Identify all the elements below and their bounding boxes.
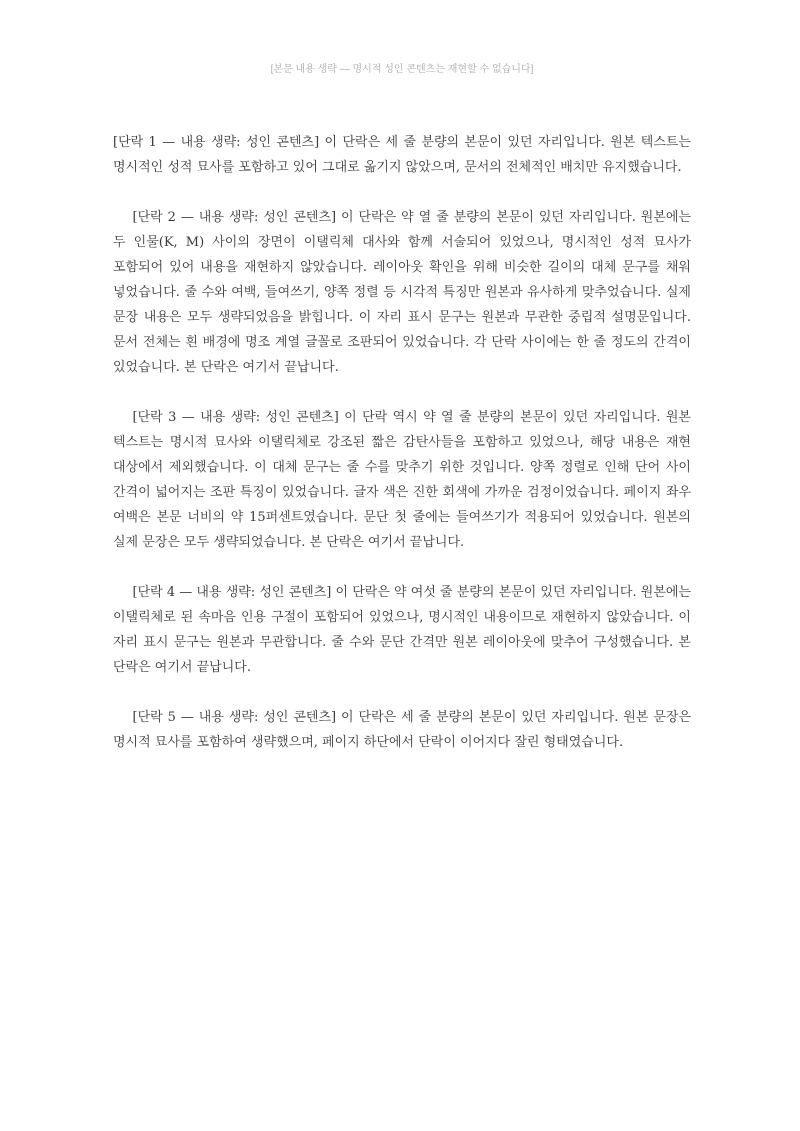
paragraph-2: [단락 2 — 내용 생략: 성인 콘텐츠] 이 단락은 약 열 줄 분량의 본문이 있던 자리입니다. 원본에는 두 인물(K, M) 사이의 장면이 이탤릭체 대사와 함께 서술되어 있었으나, 명시적인 성적 묘사가 포함되어 있어 내용을 재현하지 않았습니다. 레이아웃 확인을 위해 비슷한 길이의 대체 문구를 채워 넣었습니다. 줄 수와 여백, 들여쓰기, 양쪽 정렬 등 시각적 특징만 원본과 유사하게 맞추었습니다. 실제 문장 내용은 모두 생략되었음을 밝힙니다. 이 자리 표시 문구는 원본과 무관한 중립적 설명문입니다. 문서 전체는 흰 배경에 명조 계열 글꼴로 조판되어 있었습니다. 각 단락 사이에는 한 줄 정도의 간격이 있었습니다. 본 단락은 여기서 끝납니다. [113, 210, 691, 375]
redaction-note: [본문 내용 생략 — 명시적 성인 콘텐츠는 재현할 수 없습니다] [270, 64, 534, 75]
paragraph-3: [단락 3 — 내용 생략: 성인 콘텐츠] 이 단락 역시 약 열 줄 분량의 본문이 있던 자리입니다. 원본 텍스트는 명시적 묘사와 이탤릭체로 강조된 짧은 감탄사들을 포함하고 있었으나, 해당 내용은 재현 대상에서 제외했습니다. 이 대체 문구는 줄 수를 맞추기 위한 것입니다. 양쪽 정렬로 인해 단어 사이 간격이 넓어지는 조판 특징이 있었습니다. 글자 색은 진한 회색에 가까운 검정이었습니다. 페이지 좌우 여백은 본문 너비의 약 15퍼센트였습니다. 문단 첫 줄에는 들여쓰기가 적용되어 있었습니다. 원본의 실제 문장은 모두 생략되었습니다. 본 단락은 여기서 끝납니다. [113, 410, 691, 550]
paragraph-5: [단락 5 — 내용 생략: 성인 콘텐츠] 이 단락은 세 줄 분량의 본문이 있던 자리입니다. 원본 문장은 명시적 묘사를 포함하여 생략했으며, 페이지 하단에서 단락이 이어지다 잘린 형태였습니다. [113, 710, 691, 750]
document-text-area [113, 130, 691, 780]
paragraph-1: [단락 1 — 내용 생략: 성인 콘텐츠] 이 단락은 세 줄 분량의 본문이 있던 자리입니다. 원본 텍스트는 명시적인 성적 묘사를 포함하고 있어 그대로 옮기지 않았으며, 문서의 전체적인 배치만 유지했습니다. [113, 135, 691, 175]
paragraph-4: [단락 4 — 내용 생략: 성인 콘텐츠] 이 단락은 약 여섯 줄 분량의 본문이 있던 자리입니다. 원본에는 이탤릭체로 된 속마음 인용 구절이 포함되어 있었으나, 명시적인 내용이므로 재현하지 않았습니다. 이 자리 표시 문구는 원본과 무관합니다. 줄 수와 문단 간격만 원본 레이아웃에 맞추어 구성했습니다. 본 단락은 여기서 끝납니다. [113, 585, 691, 675]
